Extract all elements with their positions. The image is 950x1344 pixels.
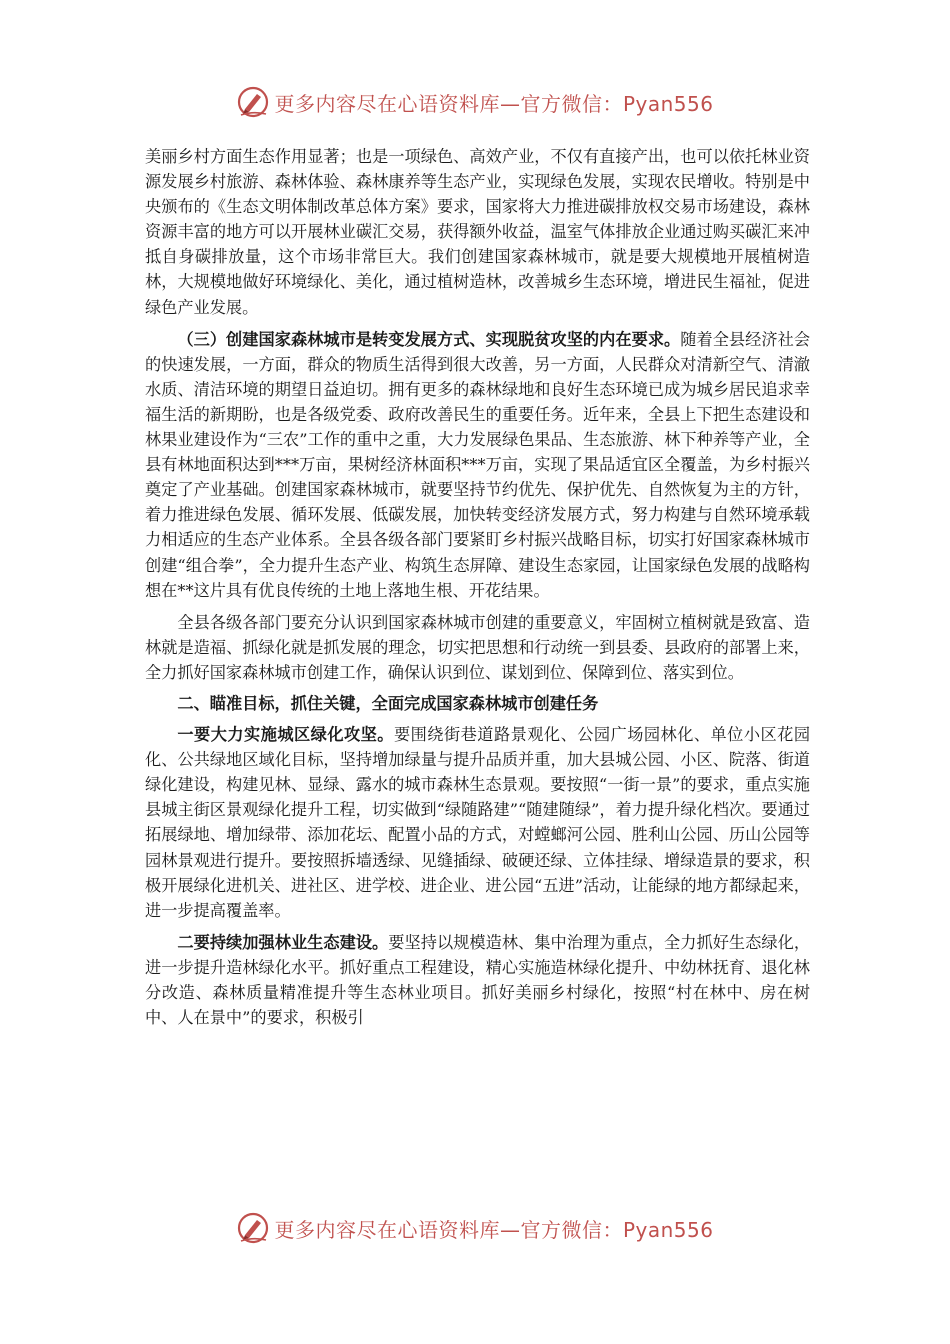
section-heading-2: 二、瞄准目标，抓住关键，全面完成国家森林城市创建任务 [177, 693, 599, 713]
paragraph-5 [145, 930, 810, 1030]
paragraph-3: 全县各级各部门要充分认识到国家森林城市创建的重要意义，牢固树立植树就是致富、造林就是造福、抓绿化就是抓发展的理念，切实把思想和行动统一到县委、县政府的部署上来，全力抓好国家森林城市创建工作，确保认识到位、谋划到位、保障到位、落实到位。 [145, 612, 810, 682]
paragraph-5-title: 二要持续加强林业生态建设。 [177, 932, 389, 952]
paragraph-4 [145, 722, 810, 923]
footer-banner-text: 更多内容尽在心语资料库—官方微信：Pyan556 [274, 1217, 714, 1242]
paragraph-4-body: 要围绕街巷道路景观化、公园广场园林化、单位小区花园化、公共绿地区域化目标，坚持增加绿量与提升品质并重，加大县城公园、小区、院落、街道绿化建设，构建见林、显绿、露水的城市森林生态景观。要按照“一街一景”的要求，重点实施县城主街区景观绿化提升工程，切实做到“绿随路建”“随建随绿”，着力提升绿化档次。要通过拓展绿地、增加绿带、添加花坛、配置小品的方式，对螳螂河公园、胜利山公园、历山公园等园林景观进行提升。要按照拆墙透绿、见缝插绿、破硬还绿、立体挂绿、增绿造景的要求，积极开展绿化进机关、进社区、进学校、进企业、进公园“五进”活动，让能绿的地方都绿起来，进一步提高覆盖率。 [145, 725, 811, 920]
paragraph-5-body: 要坚持以规模造林、集中治理为重点，全力抓好生态绿化，进一步提升造林绿化水平。抓好重点工程建设，精心实施造林绿化提升、中幼林抚育、退化林分改造、森林质量精准提升等生态林业项目。抓好美丽乡村绿化，按照“村在林中、房在树中、人在景中”的要求，积极引 [145, 932, 811, 1028]
paragraph-2 [145, 327, 810, 603]
header-banner-text: 更多内容尽在心语资料库—官方微信：Pyan556 [274, 91, 714, 116]
document-body [145, 144, 810, 1030]
paragraph-2-title: （三）创建国家森林城市是转变发展方式、实现脱贫攻坚的内在要求。 [177, 329, 681, 349]
paragraph-2-body: 随着全县经济社会的快速发展，一方面，群众的物质生活得到很大改善，另一方面，人民群众对清新空气、清澈水质、清洁环境的期望日益迫切。拥有更多的森林绿地和良好生态环境已成为城乡居民追求幸福生活的新期盼，也是各级党委、政府改善民生的重要任务。近年来，全县上下把生态建设和林果业建设作为“三农”工作的重中之重，大力发展绿色果品、生态旅游、林下种养等产业，全县有林地面积达到***万亩，果树经济林面积***万亩，实现了果品适宜区全覆盖，为乡村振兴奠定了产业基础。创建国家森林城市，就要坚持节约优先、保护优先、自然恢复为主的方针，着力推进绿色发展、循环发展、低碳发展，加快转变经济发展方式，努力构建与自然环境承载力相适应的生态产业体系。全县各级各部门要紧盯乡村振兴战略目标，切实打好国家森林城市创建“组合拳”，全力提升生态产业、构筑生态屏障、建设生态家园，让国家绿色发展的战略构想在**这片具有优良传统的土地上落地生根、开花结果。 [145, 329, 811, 600]
pen-logo-icon [236, 1211, 270, 1245]
paragraph-1: 美丽乡村方面生态作用显著；也是一项绿色、高效产业，不仅有直接产出，也可以依托林业资源发展乡村旅游、森林体验、森林康养等生态产业，实现绿色发展，实现农民增收。特别是中央颁布的《生态文明体制改革总体方案》要求，国家将大力推进碳排放权交易市场建设，森林资源丰富的地方可以开展林业碳汇交易，获得额外收益，温室气体排放企业通过购买碳汇来冲抵自身碳排放量，这个市场非常巨大。我们创建国家森林城市，就是要大规模地开展植树造林，大规模地做好环境绿化、美化，通过植树造林，改善城乡生态环境，增进民生福祉，促进绿色产业发展。 [145, 147, 810, 317]
header-banner [0, 82, 950, 122]
paragraph-4-title: 一要大力实施城区绿化攻坚。 [177, 725, 394, 745]
pen-logo-icon [236, 85, 270, 119]
footer-banner [0, 1208, 950, 1248]
